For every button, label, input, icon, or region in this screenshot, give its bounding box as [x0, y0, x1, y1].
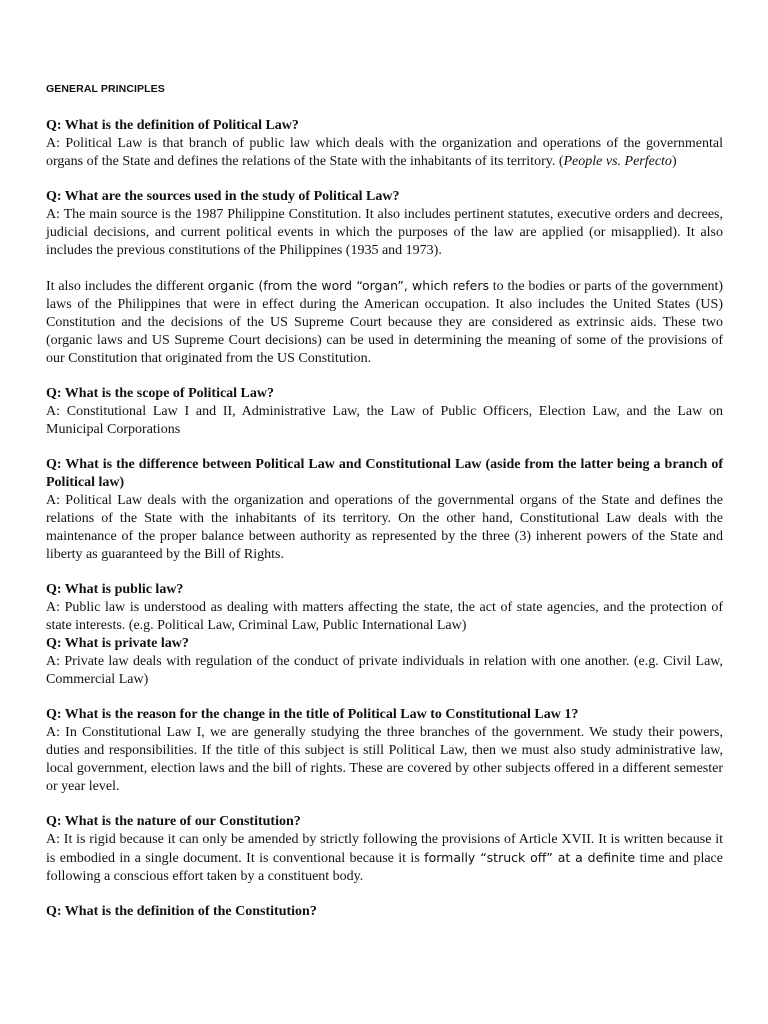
paragraph-text-alt-font: organic (from the word “organ”, which refers — [207, 278, 490, 293]
qa-definition-constitution — [46, 903, 723, 921]
answer-text: A: Political Law is that branch of public law which deals with the organization and operations of the governmental organs of the State and defines the relations of the State with the inhabitants of its territory. ( — [46, 136, 723, 169]
answer — [46, 135, 723, 171]
answer-text: time and place following a conscious effort taken by a constituent body. — [46, 851, 723, 884]
question: Q: What is public law? — [46, 582, 184, 597]
answer: A: In Constitutional Law I, we are generally studying the three branches of the government. We study their powers, duties and responsibilities. If the title of this subject is still Political Law, then we must also study administrative law, local government, election laws and the bill of rights. These are covered by other subjects offered in a different semester or year level. — [46, 725, 723, 794]
answer: A: Public law is understood as dealing with matters affecting the state, the act of state agencies, and the protection of state interests. (e.g. Political Law, Criminal Law, Public International Law) — [46, 600, 723, 633]
qa-public-law — [46, 581, 723, 635]
answer: A: Constitutional Law I and II, Administrative Law, the Law of Public Officers, Election Law, and the Law on Municipal Corporations — [46, 404, 723, 437]
answer — [46, 831, 723, 886]
qa-private-law — [46, 635, 723, 689]
answer: A: Political Law deals with the organization and operations of the governmental organs of the State and defines the relations of the State with the inhabitants of its territory. On the other hand, Constitutional Law deals with the maintenance of the proper balance between authority as represented by the three (3) inherent powers of the State and liberty as guaranteed by the Bill of Rights. — [46, 493, 723, 562]
document-page — [46, 78, 723, 938]
answer-text-alt-font: formally “struck off” at a definite — [424, 850, 636, 865]
question: Q: What is the nature of our Constitution? — [46, 814, 301, 829]
question: Q: What is private law? — [46, 636, 189, 651]
answer: A: Private law deals with regulation of the conduct of private individuals in relation with one another. (e.g. Civil Law, Commercial Law) — [46, 654, 723, 687]
qa-title-change — [46, 706, 723, 796]
qa-difference-political-constitutional — [46, 456, 723, 564]
qa-scope-political-law — [46, 385, 723, 439]
answer-close: ) — [671, 154, 677, 169]
case-citation: People vs. Perfecto — [563, 154, 672, 169]
question: Q: What is the reason for the change in the title of Political Law to Constitutional Law 1? — [46, 707, 579, 722]
section-heading: GENERAL PRINCIPLES — [46, 83, 165, 95]
answer-text: A: It is rigid because it can only be amended by strictly following the provisions of Article XVII. It is written because it is embodied in a single document. It is conventional because it is — [46, 832, 723, 866]
answer: A: The main source is the 1987 Philippine Constitution. It also includes pertinent statutes, executive orders and decrees, judicial decisions, and current political events in which the purposes of the law are applied (or misapplied). It also includes the previous constitutions of the Philippines (1935 and 1973). — [46, 207, 723, 258]
question: Q: What is the definition of the Constitution? — [46, 904, 317, 919]
question: Q: What are the sources used in the study of Political Law? — [46, 189, 400, 204]
question: Q: What is the scope of Political Law? — [46, 386, 275, 401]
paragraph-text: It also includes the different — [46, 279, 208, 294]
qa-sources-political-law — [46, 188, 723, 260]
question: Q: What is the definition of Political Law? — [46, 118, 299, 133]
qa-definition-political-law — [46, 117, 723, 171]
qa-nature-constitution — [46, 813, 723, 886]
question: Q: What is the difference between Political Law and Constitutional Law (aside from the latter being a branch of Political law) — [46, 457, 723, 490]
paragraph-organic-laws — [46, 277, 723, 368]
paragraph-text: to the bodies or parts of the government) laws of the Philippines that were in effect during the American occupation. It also includes the United States (US) Constitution and the decisions of the US Supreme Court because they are considered as extrinsic aids. These two (organic laws and US Supreme Court decisions) can be used in determining the meaning of some of the provisions of our Constitution that originated from the US Constitution. — [46, 279, 723, 366]
